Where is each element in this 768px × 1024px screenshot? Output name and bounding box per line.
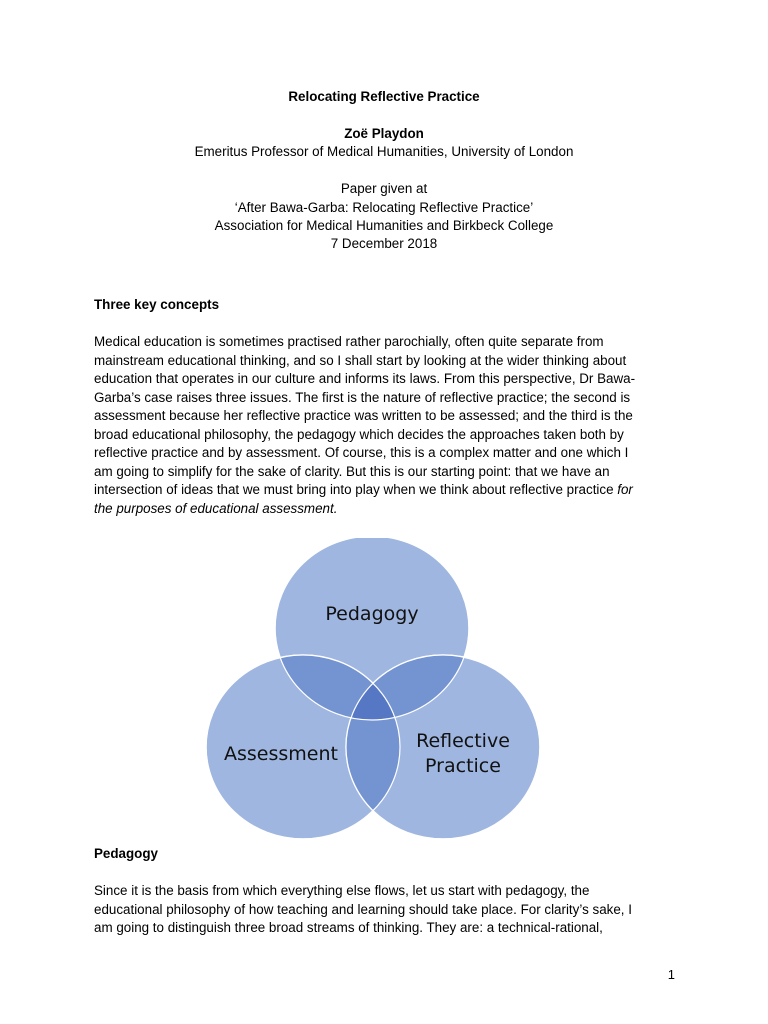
paragraph-line: educational philosophy of how teaching and learning should take place. For clarity’s sake, I [94,901,632,917]
emphasis-text: for [617,482,633,497]
event-hosts: Association for Medical Humanities and Birkbeck College [214,218,554,233]
paper-title: Relocating Reflective Practice [288,89,480,104]
venn-label-pedagogy: Pedagogy [325,603,419,625]
paragraph-line: Medical education is sometimes practised rather parochially, often quite separate from [94,334,604,349]
venn-diagram [200,538,545,843]
page-number: 1 [667,967,675,982]
event-name: ‘After Bawa-Garba: Relocating Reflective Practice’ [234,200,534,215]
section-heading-three-key-concepts: Three key concepts [94,297,220,312]
paragraph-line [94,500,684,519]
section-heading-pedagogy: Pedagogy [94,846,158,861]
venn-label-assessment: Assessment [224,743,338,765]
event-intro: Paper given at [340,181,428,196]
paragraph-line: am going to distinguish three broad streams of thinking. They are: a technical-rational, [94,920,603,935]
event-date: 7 December 2018 [330,236,438,251]
intro-paragraph [94,333,684,518]
paragraph-line: assessment because her reflective practice was written to be assessed; and the third is the [94,408,633,423]
paragraph-line: broad educational philosophy, the pedagogy which decides the approaches taken both by [94,426,624,442]
paragraph-line: reflective practice and by assessment. Of course, this is a complex matter and one which I [94,445,629,460]
paragraph-text: intersection of ideas that we must bring into play when we think about reflective practice [94,482,618,497]
author-affiliation: Emeritus Professor of Medical Humanities, University of London [194,144,574,159]
paragraph-line: Since it is the basis from which everything else flows, let us start with pedagogy, the [94,883,590,898]
venn-label-practice: Practice [425,755,501,777]
emphasis-text: the purposes of educational assessment. [94,500,338,516]
paragraph-line: education that operates in our culture and informs its laws. From this perspective, Dr Bawa- [94,371,636,386]
paragraph-line: Garba’s case raises three issues. The first is the nature of reflective practice; the second is [94,389,631,405]
pedagogy-paragraph [94,882,684,938]
venn-label-reflective: Reflective [416,730,510,752]
paragraph-line [94,481,684,500]
paragraph-line: am going to simplify for the sake of clarity. But this is our starting point: that we have an [94,463,610,479]
venn-circles [206,538,540,839]
author-name: Zoë Playdon [344,126,424,141]
paragraph-line: mainstream educational thinking, and so I shall start by looking at the wider thinking about [94,352,627,368]
